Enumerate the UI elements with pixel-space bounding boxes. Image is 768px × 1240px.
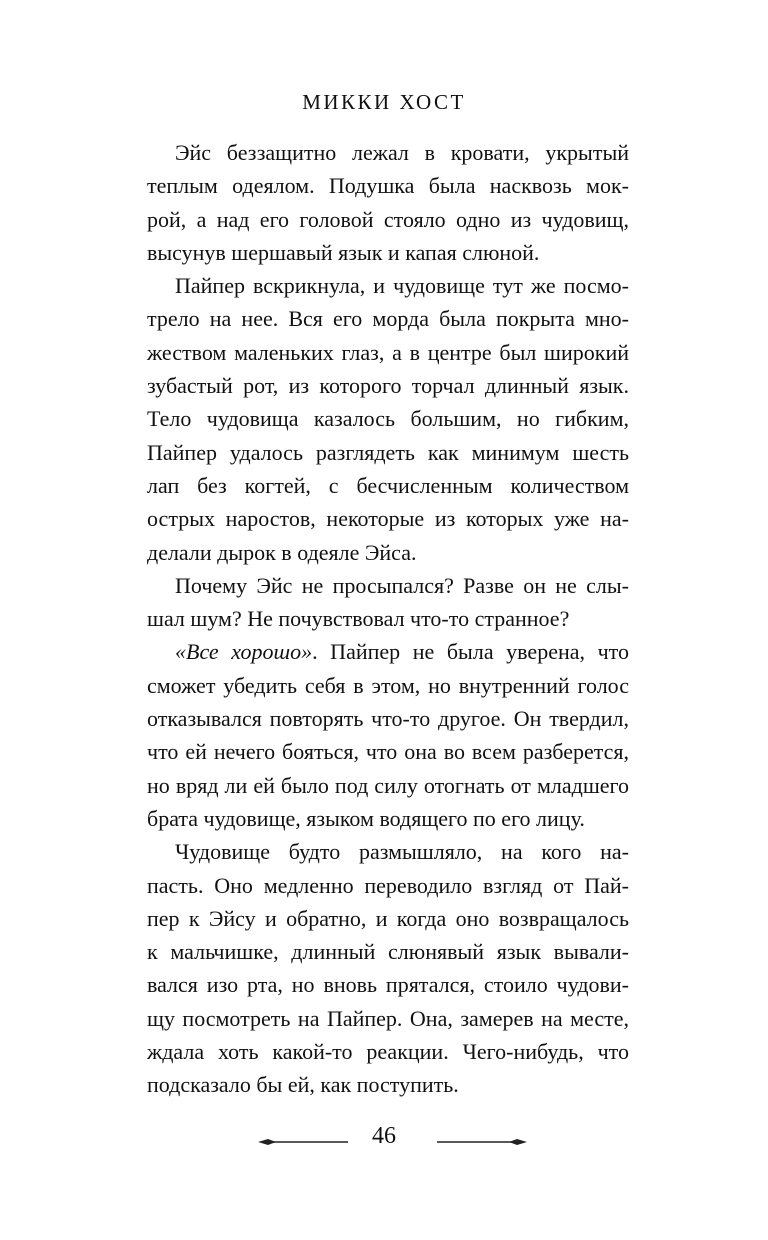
text-line bbox=[147, 569, 629, 602]
text-line bbox=[147, 436, 629, 469]
text-line-content: Почему Эйс не просыпался? Разве он не слы- bbox=[175, 572, 629, 598]
text-line-content: «Все хорошо». Пайпер не была уверена, что bbox=[175, 639, 629, 665]
text-line-content: зубастый рот, из которого торчал длинный язык. bbox=[147, 373, 629, 399]
text-line-content: отказывался повторять что-то другое. Он твердил, bbox=[147, 706, 629, 732]
text-line-content: рой, а над его головой стояло одно из чудовищ, bbox=[147, 206, 629, 232]
text-line bbox=[147, 769, 629, 802]
text-line-content: Пайпер удалось разглядеть как минимум шесть bbox=[147, 439, 629, 465]
body-text bbox=[147, 136, 629, 1102]
text-line-content: Эйс беззащитно лежал в кровати, укрытый bbox=[175, 140, 629, 165]
running-header: МИККИ ХОСТ bbox=[302, 90, 466, 114]
text-line-content: подсказало бы ей, как поступить. bbox=[147, 1072, 459, 1098]
text-line-content: Чудовище будто размышляло, на кого на- bbox=[175, 839, 629, 865]
text-line-content: шал шум? Не почувствовал что-то странное? bbox=[147, 606, 570, 632]
text-line bbox=[147, 369, 629, 402]
text-line bbox=[147, 802, 629, 835]
text-line-content: делали дырок в одеяле Эйса. bbox=[147, 539, 417, 565]
text-line-content: Пайпер вскрикнула, и чудовище тут же посмо- bbox=[175, 273, 629, 299]
text-line bbox=[147, 203, 629, 236]
text-line bbox=[147, 269, 629, 302]
text-line bbox=[147, 402, 629, 435]
text-line-content: лап без когтей, с бесчисленным количеством bbox=[147, 472, 629, 498]
text-line-content: вался изо рта, но вновь прятался, стоило чудови- bbox=[147, 972, 629, 998]
text-line bbox=[147, 968, 629, 1001]
text-line bbox=[147, 136, 629, 169]
text-line-content: ждала хоть какой-то реакции. Чего-нибудь, что bbox=[147, 1039, 629, 1065]
text-line-content: Тело чудовища казалось большим, но гибким, bbox=[147, 406, 629, 432]
text-line bbox=[147, 869, 629, 902]
text-line bbox=[147, 635, 629, 668]
text-line bbox=[147, 669, 629, 702]
text-line bbox=[147, 902, 629, 935]
text-line-content: пер к Эйсу и обратно, и когда оно возвращалось bbox=[147, 905, 629, 931]
text-line-content: острых наростов, некоторые из которых уже на- bbox=[147, 506, 629, 532]
text-line-content: брата чудовище, языком водящего по его лицу. bbox=[147, 805, 585, 831]
text-line bbox=[147, 469, 629, 502]
text-line bbox=[147, 236, 629, 269]
text-line-content: но вряд ли ей было под силу отогнать от младшего bbox=[147, 772, 629, 798]
text-line-content: сможет убедить себя в этом, но внутренний голос bbox=[147, 672, 629, 698]
text-line bbox=[147, 1068, 629, 1101]
text-line-content: жеством маленьких глаз, а в центре был широкий bbox=[147, 339, 629, 365]
text-line bbox=[147, 835, 629, 868]
text-line-content: к мальчишке, длинный слюнявый язык вывали- bbox=[147, 939, 629, 965]
text-line bbox=[147, 502, 629, 535]
text-line bbox=[147, 935, 629, 968]
right-ornament-icon bbox=[437, 1137, 527, 1147]
page-footer bbox=[0, 1119, 768, 1159]
text-line-content: пасть. Оно медленно переводило взгляд от Пай- bbox=[147, 872, 629, 898]
text-line bbox=[147, 702, 629, 735]
text-line-content: трело на нее. Вся его морда была покрыта мно- bbox=[147, 306, 629, 332]
text-line-content: теплым одеялом. Подушка была насквозь мок- bbox=[147, 173, 629, 199]
text-line bbox=[147, 336, 629, 369]
text-line-content: высунув шершавый язык и капая слюной. bbox=[147, 239, 540, 265]
text-line bbox=[147, 735, 629, 768]
text-line bbox=[147, 169, 629, 202]
text-line bbox=[147, 536, 629, 569]
page-number: 46 bbox=[372, 1123, 396, 1149]
text-line bbox=[147, 602, 629, 635]
text-line-content: что ей нечего бояться, что она во всем разберется, bbox=[147, 739, 629, 765]
text-line-content: щу посмотреть на Пайпер. Она, замерев на месте, bbox=[147, 1005, 629, 1031]
text-line bbox=[147, 1002, 629, 1035]
text-line bbox=[147, 1035, 629, 1068]
text-line bbox=[147, 302, 629, 335]
